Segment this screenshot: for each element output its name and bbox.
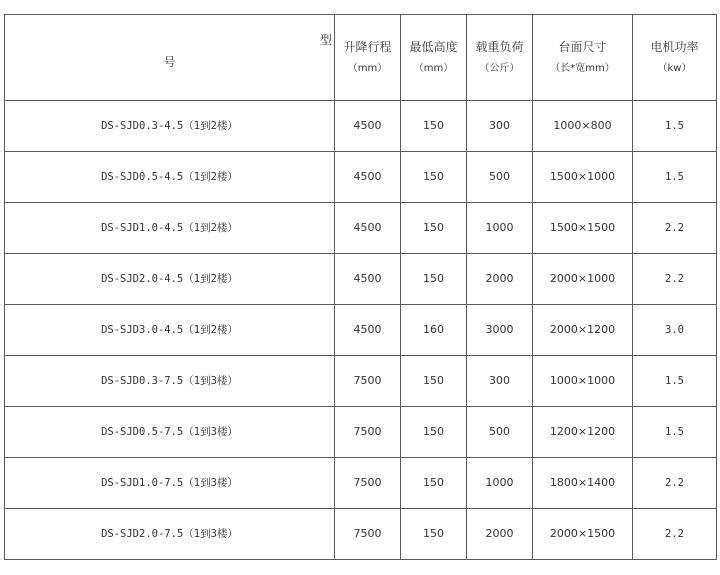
cell-min-height: 150 [401, 203, 467, 254]
table-row [5, 101, 717, 152]
table-row [5, 152, 717, 203]
cell-model: DS-SJD0.5-4.5（1到2楼） [5, 152, 335, 203]
header-size [533, 15, 633, 101]
cell-model: DS-SJD3.0-4.5（1到2楼） [5, 305, 335, 356]
cell-size: 1000×800 [533, 101, 633, 152]
cell-load: 2000 [467, 254, 533, 305]
cell-power: 2.2 [633, 254, 717, 305]
cell-load: 500 [467, 152, 533, 203]
cell-power: 1.5 [633, 152, 717, 203]
header-model-char-2: 号 [163, 55, 176, 69]
cell-travel: 4500 [335, 305, 401, 356]
header-load-label: 载重负荷 [475, 40, 524, 55]
cell-travel: 4500 [335, 254, 401, 305]
header-travel [335, 15, 401, 101]
cell-model: DS-SJD0.5-7.5（1到3楼） [5, 407, 335, 458]
header-size-unit: （长*宽mm） [550, 62, 615, 74]
cell-travel: 7500 [335, 356, 401, 407]
spec-table [4, 14, 717, 560]
cell-power: 3.0 [633, 305, 717, 356]
cell-travel: 7500 [335, 458, 401, 509]
cell-size: 1800×1400 [533, 458, 633, 509]
cell-model: DS-SJD1.0-4.5（1到2楼） [5, 203, 335, 254]
cell-load: 1000 [467, 458, 533, 509]
header-min-height-unit: （mm） [413, 62, 454, 74]
table-row [5, 203, 717, 254]
cell-size: 1000×1000 [533, 356, 633, 407]
header-min-height [401, 15, 467, 101]
cell-model: DS-SJD1.0-7.5（1到3楼） [5, 458, 335, 509]
table-row [5, 305, 717, 356]
cell-min-height: 150 [401, 101, 467, 152]
cell-power: 2.2 [633, 509, 717, 560]
table-row [5, 458, 717, 509]
cell-travel: 4500 [335, 203, 401, 254]
header-model-char-1: 型 [319, 33, 332, 47]
cell-min-height: 150 [401, 407, 467, 458]
header-power-label: 电机功率 [650, 40, 699, 55]
cell-model: DS-SJD2.0-7.5（1到3楼） [5, 509, 335, 560]
cell-size: 2000×1200 [533, 305, 633, 356]
cell-model: DS-SJD0.3-4.5（1到2楼） [5, 101, 335, 152]
cell-min-height: 160 [401, 305, 467, 356]
header-travel-unit: （mm） [347, 62, 388, 74]
cell-travel: 4500 [335, 101, 401, 152]
table-row [5, 254, 717, 305]
cell-load: 2000 [467, 509, 533, 560]
cell-travel: 4500 [335, 152, 401, 203]
cell-load: 3000 [467, 305, 533, 356]
cell-power: 2.2 [633, 203, 717, 254]
table-row [5, 407, 717, 458]
cell-min-height: 150 [401, 356, 467, 407]
header-model [5, 15, 335, 101]
table-row [5, 509, 717, 560]
cell-power: 1.5 [633, 356, 717, 407]
cell-size: 2000×1000 [533, 254, 633, 305]
cell-size: 1500×1000 [533, 152, 633, 203]
cell-load: 300 [467, 101, 533, 152]
cell-power: 1.5 [633, 101, 717, 152]
cell-load: 300 [467, 356, 533, 407]
header-row [5, 15, 717, 101]
header-power [633, 15, 717, 101]
cell-travel: 7500 [335, 509, 401, 560]
header-min-height-label: 最低高度 [409, 40, 458, 55]
cell-size: 1200×1200 [533, 407, 633, 458]
table-body [5, 101, 717, 560]
cell-travel: 7500 [335, 407, 401, 458]
table-header [5, 15, 717, 101]
cell-min-height: 150 [401, 254, 467, 305]
cell-min-height: 150 [401, 509, 467, 560]
header-load [467, 15, 533, 101]
cell-model: DS-SJD2.0-4.5（1到2楼） [5, 254, 335, 305]
cell-min-height: 150 [401, 458, 467, 509]
cell-size: 2000×1500 [533, 509, 633, 560]
header-load-unit: （公斤） [479, 62, 520, 74]
cell-size: 1500×1500 [533, 203, 633, 254]
cell-power: 1.5 [633, 407, 717, 458]
cell-load: 500 [467, 407, 533, 458]
table-row [5, 356, 717, 407]
header-size-label: 台面尺寸 [558, 40, 607, 55]
cell-power: 2.2 [633, 458, 717, 509]
cell-model: DS-SJD0.3-7.5（1到3楼） [5, 356, 335, 407]
header-travel-label: 升降行程 [343, 40, 392, 55]
cell-load: 1000 [467, 203, 533, 254]
header-power-unit: （kw） [657, 62, 692, 74]
cell-min-height: 150 [401, 152, 467, 203]
